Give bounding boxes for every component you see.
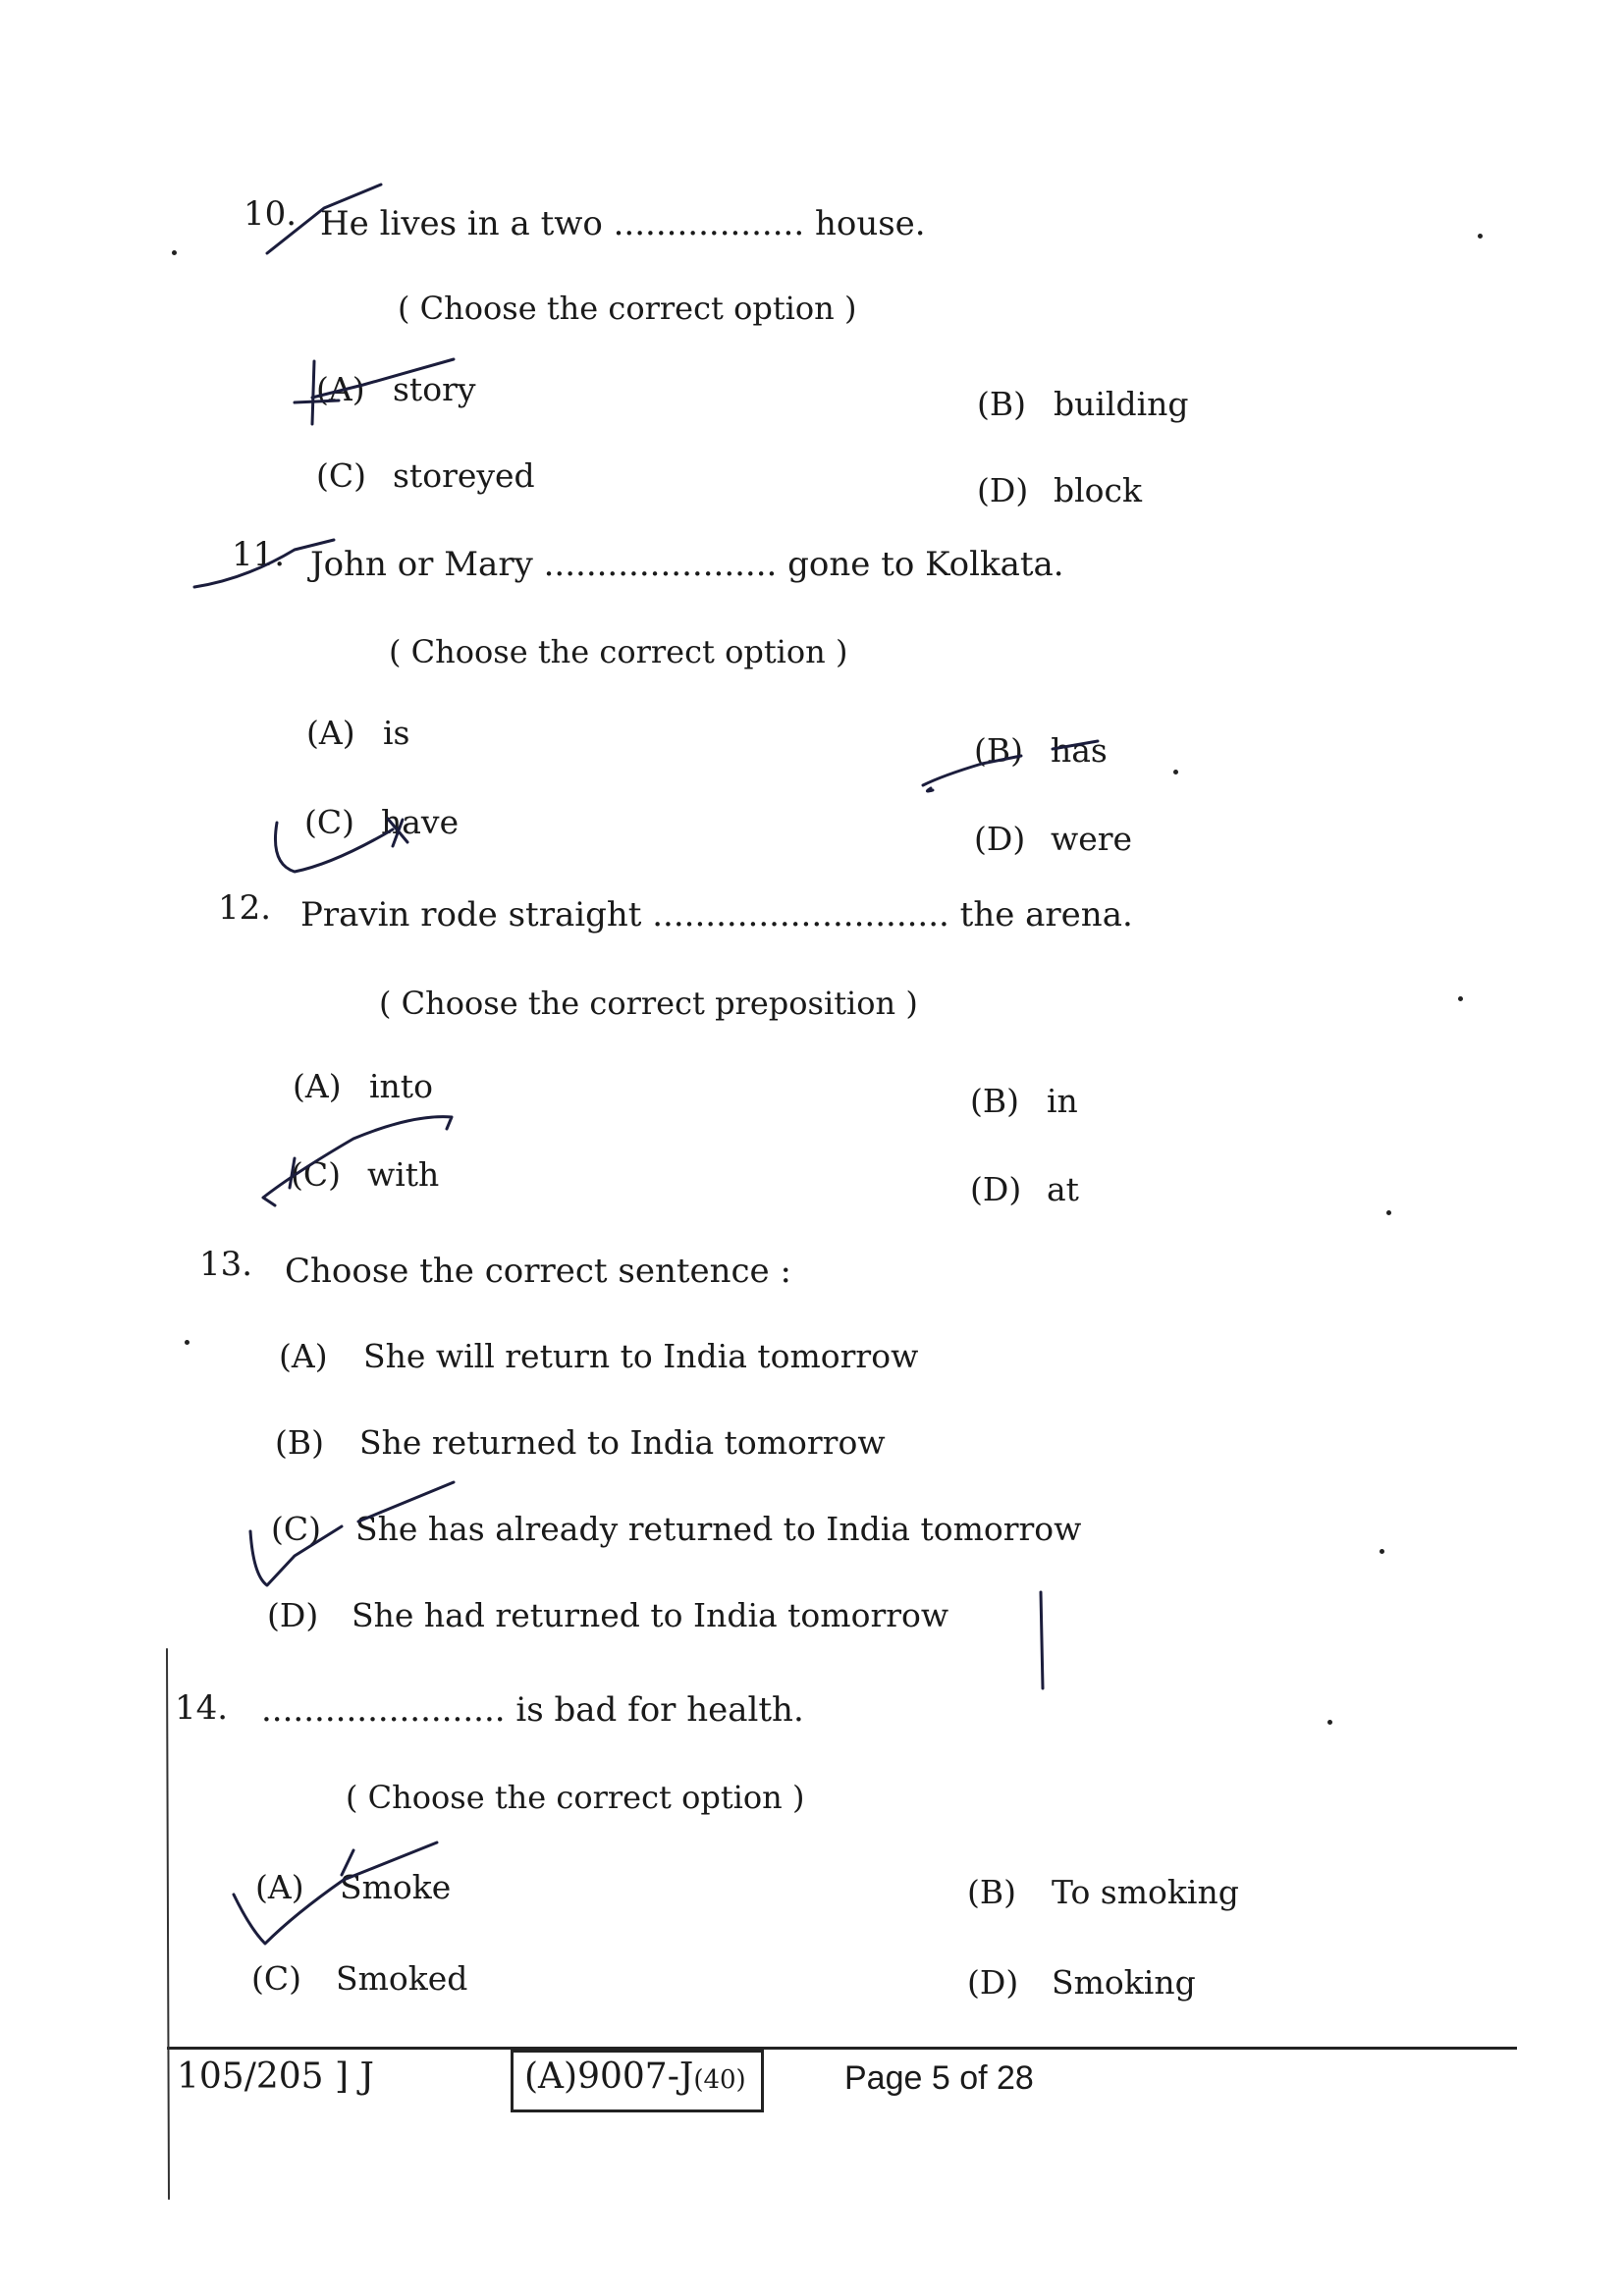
option-label: (C) <box>316 456 366 495</box>
question-number: 12. <box>218 888 272 928</box>
option-label: (C) <box>271 1510 321 1548</box>
option-label: (B) <box>275 1423 324 1462</box>
question-text: He lives in a two .................. house. <box>320 204 926 243</box>
question-instruction: ( Choose the correct option ) <box>398 290 857 327</box>
page-number: Page 5 of 28 <box>844 2059 1034 2097</box>
option-text: Smoking <box>1052 1963 1196 2002</box>
option-text: storeyed <box>393 456 535 495</box>
paper-code-left: 105/205 ] J <box>177 2056 374 2097</box>
option-c <box>316 456 535 495</box>
question-number: 10. <box>244 194 298 234</box>
option-label: (B) <box>967 1873 1016 1911</box>
scan-edge-left <box>167 1649 169 2199</box>
option-label: (D) <box>977 471 1029 509</box>
question-text: Choose the correct sentence : <box>285 1252 791 1291</box>
option-text: Smoke <box>340 1868 452 1906</box>
option-label: (D) <box>970 1170 1022 1208</box>
option-d <box>970 1170 1079 1208</box>
option-b <box>970 1082 1078 1120</box>
option-label: (C) <box>291 1155 341 1194</box>
scan-speck <box>1386 1210 1391 1215</box>
option-text: block <box>1054 471 1143 509</box>
option-label: (C) <box>304 803 354 841</box>
option-text: is <box>383 714 410 752</box>
paper-code-main: (A)9007-J <box>524 2056 694 2097</box>
question-number: 14. <box>175 1688 229 1728</box>
option-label: (A) <box>316 370 365 408</box>
option-text: have <box>381 803 460 841</box>
option-label: (A) <box>279 1337 328 1375</box>
option-d <box>977 471 1142 509</box>
option-b <box>967 1873 1239 1911</box>
option-text: story <box>393 370 476 408</box>
scan-speck <box>1173 770 1178 774</box>
scan-speck <box>1327 1720 1332 1725</box>
option-label: (B) <box>974 731 1023 770</box>
option-text: were <box>1051 820 1133 858</box>
option-b <box>974 731 1108 770</box>
question-instruction: ( Choose the correct option ) <box>389 633 848 670</box>
option-b <box>275 1423 886 1462</box>
question-number: 11. <box>232 535 286 574</box>
option-c <box>271 1510 1081 1548</box>
option-text: She will return to India tomorrow <box>363 1337 919 1375</box>
option-text: into <box>369 1067 433 1105</box>
option-c <box>291 1155 439 1194</box>
option-d <box>967 1963 1196 2002</box>
question-instruction: ( Choose the correct preposition ) <box>379 985 918 1022</box>
option-label: (D) <box>267 1596 319 1634</box>
paper-code-suffix: (40) <box>693 2065 746 2095</box>
option-text: building <box>1054 385 1189 423</box>
option-label: (B) <box>977 385 1026 423</box>
option-d <box>267 1596 948 1634</box>
option-c <box>251 1959 467 1998</box>
footer-rule <box>167 2047 1517 2050</box>
option-a <box>306 714 410 752</box>
option-d <box>974 820 1132 858</box>
option-text: To smoking <box>1052 1873 1239 1911</box>
q13-margin-line <box>1041 1592 1043 1688</box>
option-a <box>255 1868 451 1906</box>
option-text: She has already returned to India tomorrow <box>355 1510 1082 1548</box>
option-label: (A) <box>255 1868 304 1906</box>
option-text: in <box>1047 1082 1078 1120</box>
question-text: ....................... is bad for health. <box>261 1690 804 1730</box>
scan-speck <box>1458 996 1463 1001</box>
option-text: at <box>1047 1170 1079 1208</box>
scan-speck <box>185 1340 189 1345</box>
scan-speck <box>1478 234 1483 239</box>
option-a <box>293 1067 433 1105</box>
paper-code <box>524 2056 746 2097</box>
option-c <box>304 803 459 841</box>
option-label: (D) <box>974 820 1026 858</box>
option-text: has <box>1051 731 1108 770</box>
question-number: 13. <box>199 1245 253 1284</box>
option-b <box>977 385 1189 423</box>
question-instruction: ( Choose the correct option ) <box>346 1779 805 1816</box>
option-label: (B) <box>970 1082 1019 1120</box>
scan-speck <box>1380 1549 1384 1554</box>
option-text: She had returned to India tomorrow <box>352 1596 949 1634</box>
option-text: She returned to India tomorrow <box>359 1423 886 1462</box>
option-label: (A) <box>293 1067 342 1105</box>
scan-speck <box>172 250 177 255</box>
question-text: John or Mary ...................... gone to Kolkata. <box>310 545 1064 584</box>
option-label: (C) <box>251 1959 301 1998</box>
option-text: Smoked <box>336 1959 468 1998</box>
option-text: with <box>367 1155 440 1194</box>
question-text: Pravin rode straight ............................ the arena. <box>300 895 1133 934</box>
option-label: (A) <box>306 714 355 752</box>
option-label: (D) <box>967 1963 1019 2002</box>
option-a <box>279 1337 918 1375</box>
option-a <box>316 370 475 408</box>
